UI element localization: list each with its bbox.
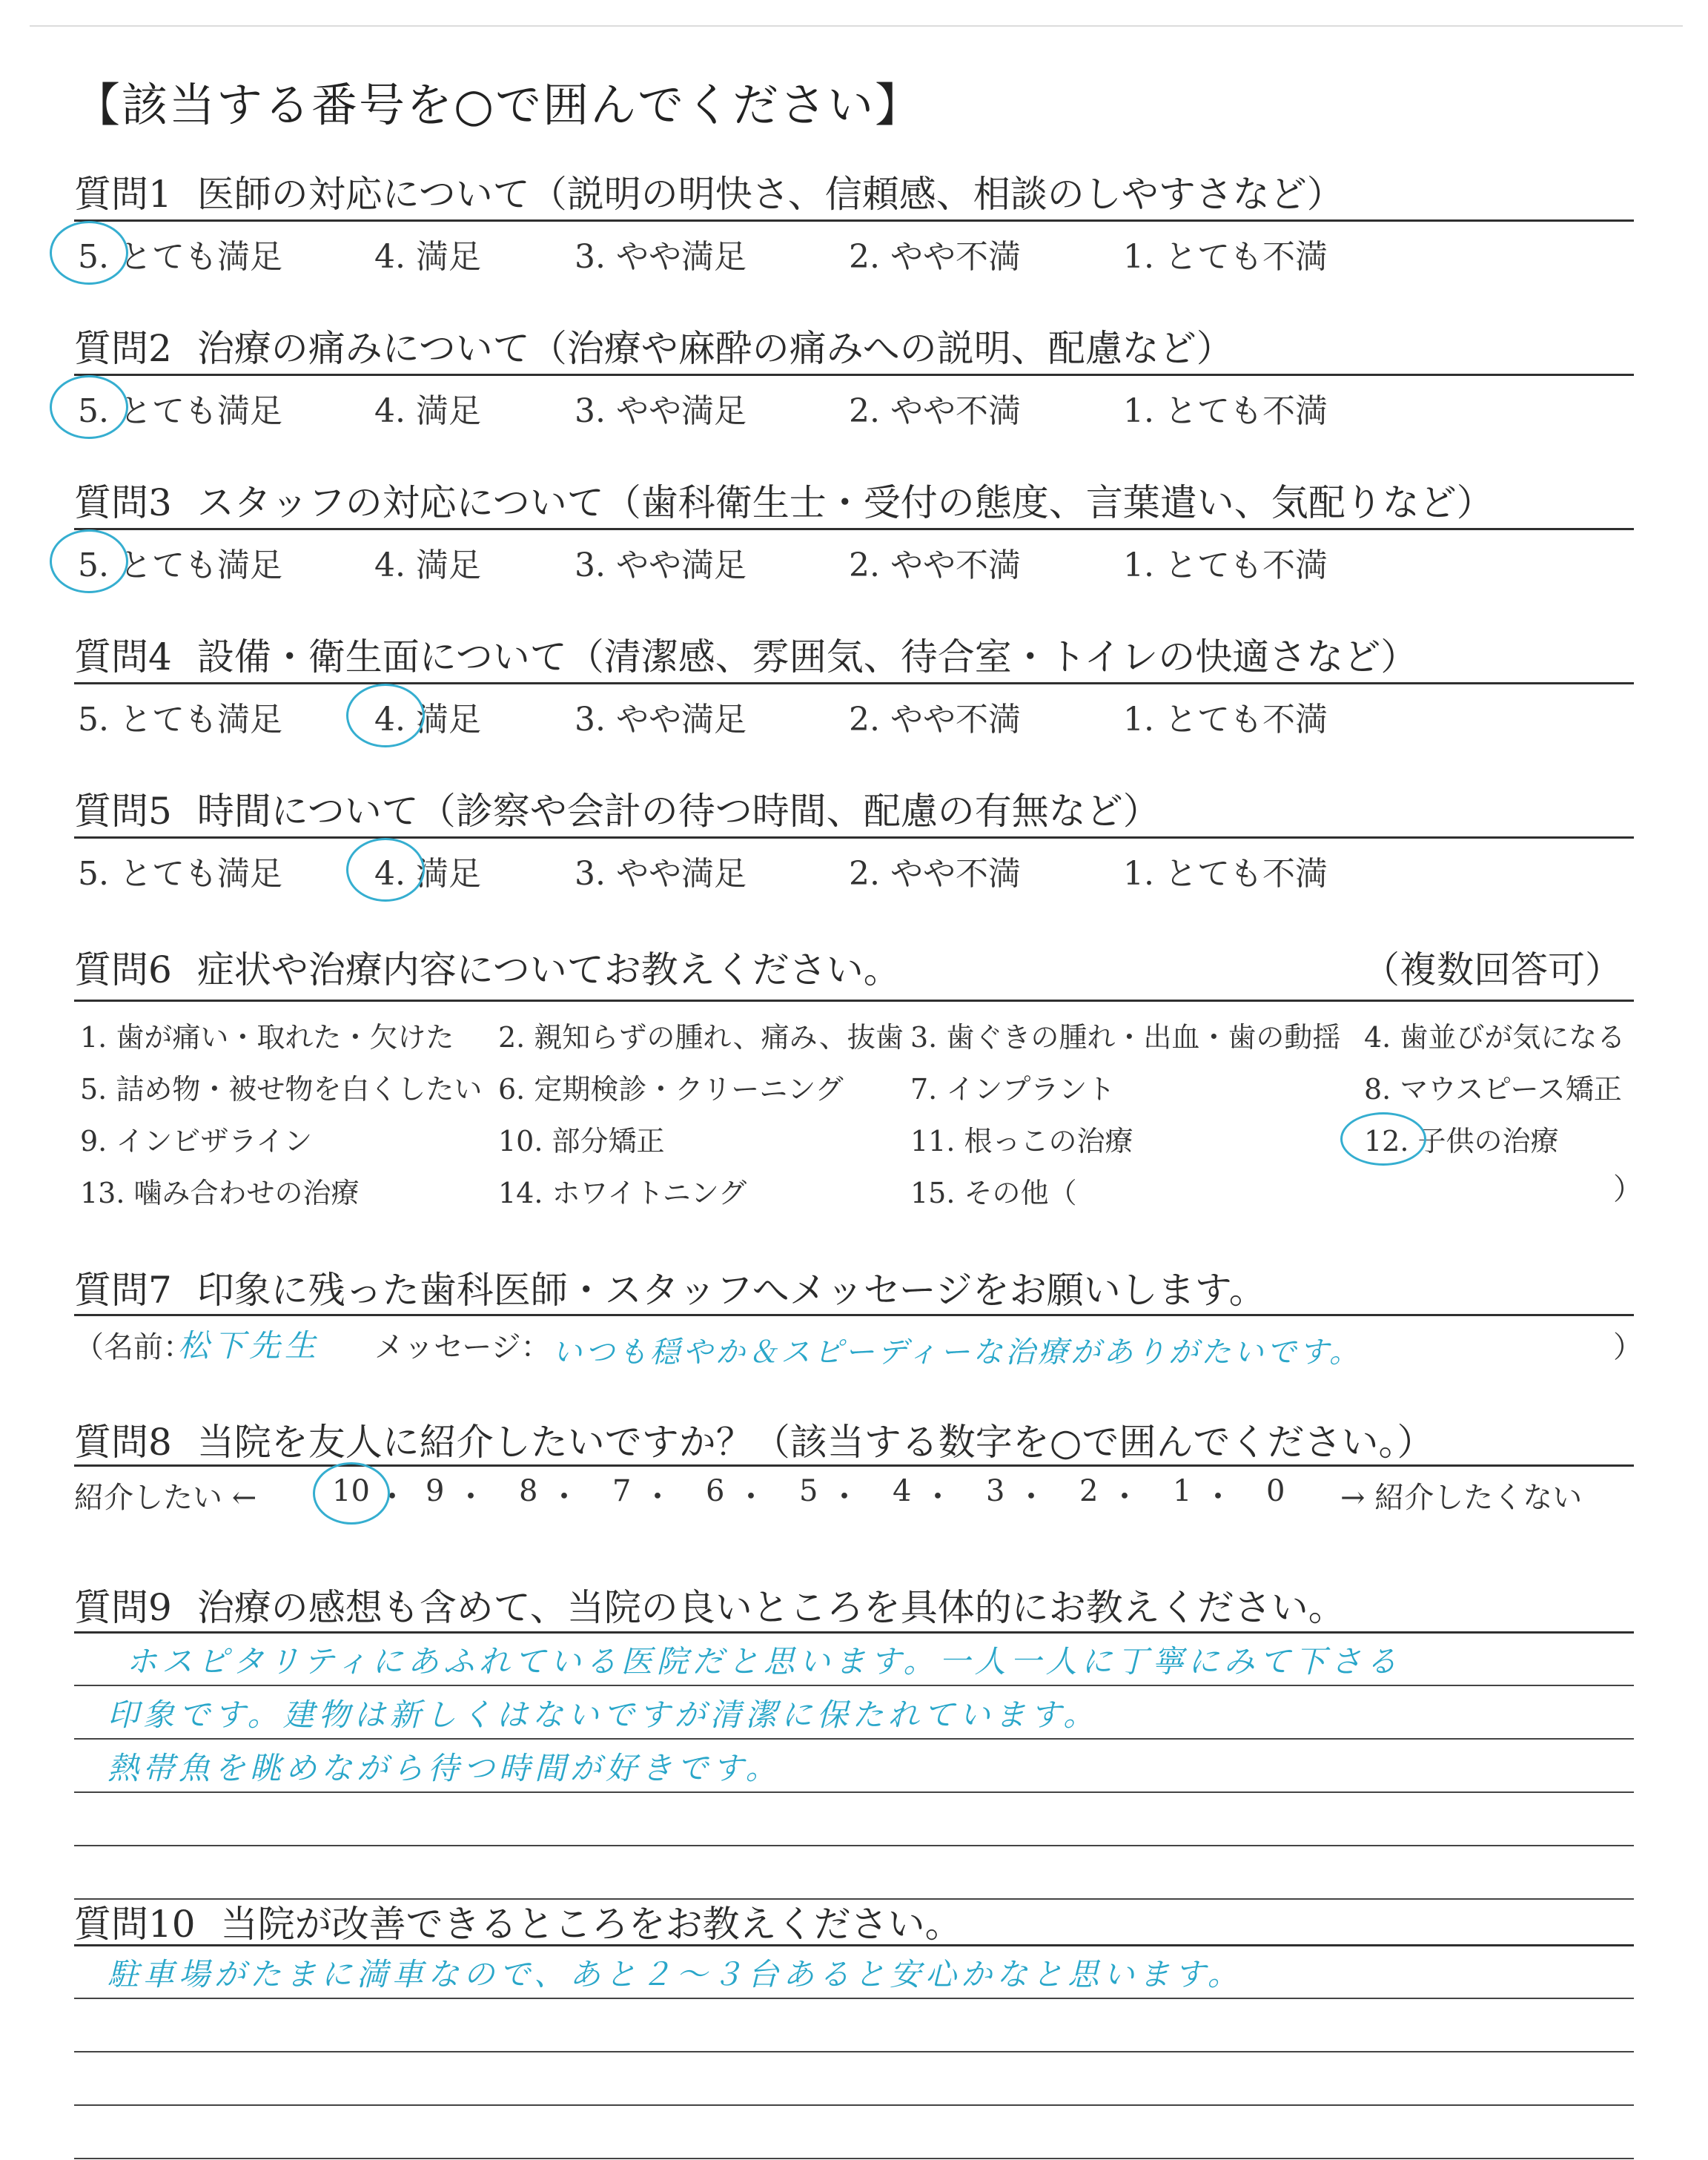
q8-text: 当院を友人に紹介したいですか？（該当する数字を○で囲んでください。） <box>196 1421 1434 1464</box>
q8-selected-circle <box>313 1462 390 1525</box>
q5-option-5[interactable]: 5. とても満足 <box>78 855 282 893</box>
q10-lines-rule <box>74 2051 1634 2052</box>
q8-scale-6[interactable]: 6 <box>706 1474 725 1508</box>
q6-option-5[interactable]: 5. 詰め物・被せ物を白くしたい <box>80 1073 483 1106</box>
q8-scale-dot: ・ <box>549 1479 580 1515</box>
q10-lines-rule <box>74 2104 1634 2106</box>
q5-text: 時間について（診察や会計の待つ時間、配慮の有無など） <box>196 790 1160 833</box>
q10-lines-rule <box>74 1944 1634 1946</box>
q4-selected-circle <box>346 684 425 747</box>
q8-scale-4[interactable]: 4 <box>893 1474 912 1508</box>
q8-scale-10[interactable]: 10 <box>332 1474 370 1508</box>
q2-option-1[interactable]: 1. とても不満 <box>1123 392 1328 430</box>
q2-option-4[interactable]: 4. 満足 <box>374 392 481 430</box>
q7-message-value: いつも穏やか＆スピーディーな治療がありがたいです。 <box>552 1335 1362 1370</box>
q6-option-12[interactable]: 12. 子供の治療 <box>1364 1125 1559 1157</box>
q4-label: 質問4 <box>74 635 172 678</box>
q1-option-3[interactable]: 3. やや満足 <box>575 238 747 276</box>
q6-text: 症状や治療内容についてお教えください。 <box>196 948 901 991</box>
q1-option-2[interactable]: 2. やや不満 <box>849 238 1021 276</box>
q10-title <box>74 1895 962 1948</box>
q5-rule <box>74 836 1634 839</box>
q6-option-15[interactable]: 15. その他（ <box>910 1177 1077 1209</box>
q4-text: 設備・衛生面について（清潔感、雰囲気、待合室・トイレの快適さなど） <box>196 635 1418 678</box>
q7-name-label: （名前： <box>74 1330 193 1364</box>
q8-left-label: 紹介したい ← <box>74 1481 257 1515</box>
q10-answer-line-1: 駐車場がたまに満車なので、あと２〜３台あると安心かなと思います。 <box>107 1956 1243 1992</box>
q2-option-5[interactable]: 5. とても満足 <box>78 392 282 430</box>
q8-scale-3[interactable]: 3 <box>986 1474 1005 1508</box>
q2-selected-circle <box>50 375 128 439</box>
q6-option-14[interactable]: 14. ホワイトニング <box>498 1177 747 1209</box>
q7-title <box>74 1261 1266 1314</box>
q7-text: 印象に残った歯科医師・スタッフへメッセージをお願いします。 <box>196 1269 1266 1312</box>
q9-title <box>74 1578 1345 1631</box>
q1-option-5[interactable]: 5. とても満足 <box>78 238 282 276</box>
q8-scale-dot: ・ <box>829 1479 861 1515</box>
q6-option-8[interactable]: 8. マウスピース矯正 <box>1364 1073 1622 1106</box>
q6-title <box>74 940 901 994</box>
q6-option-10[interactable]: 10. 部分矯正 <box>498 1125 665 1157</box>
q5-option-1[interactable]: 1. とても不満 <box>1123 855 1328 893</box>
q7-label: 質問7 <box>74 1269 172 1312</box>
q6-close-paren: ） <box>1613 1172 1643 1206</box>
q5-option-3[interactable]: 3. やや満足 <box>575 855 747 893</box>
q6-option-4[interactable]: 4. 歯並びが気になる <box>1364 1021 1626 1054</box>
q2-option-3[interactable]: 3. やや満足 <box>575 392 747 430</box>
q6-option-2[interactable]: 2. 親知らずの腫れ、痛み、抜歯 <box>498 1021 904 1054</box>
q9-answer-line-3: 熱帯魚を眺めながら待つ時間が好きです。 <box>107 1750 781 1786</box>
q5-option-4[interactable]: 4. 満足 <box>374 855 481 893</box>
q1-rule <box>74 219 1634 222</box>
q6-selected-circle <box>1340 1112 1426 1166</box>
q10-lines-rule <box>74 1998 1634 1999</box>
q3-option-3[interactable]: 3. やや満足 <box>575 546 747 584</box>
q8-scale-1[interactable]: 1 <box>1173 1474 1192 1508</box>
q6-option-1[interactable]: 1. 歯が痛い・取れた・欠けた <box>80 1021 454 1054</box>
q6-option-11[interactable]: 11. 根っこの治療 <box>910 1125 1133 1157</box>
q1-option-4[interactable]: 4. 満足 <box>374 238 481 276</box>
q8-scale-dot: ・ <box>642 1479 674 1515</box>
q10-text: 当院が改善できるところをお教えください。 <box>220 1903 962 1946</box>
q8-title <box>74 1413 1434 1466</box>
q8-scale-dot: ・ <box>455 1479 487 1515</box>
q4-option-1[interactable]: 1. とても不満 <box>1123 701 1328 739</box>
q6-option-9[interactable]: 9. インビザライン <box>80 1125 313 1157</box>
q3-label: 質問3 <box>74 481 172 524</box>
q6-option-6[interactable]: 6. 定期検診・クリーニング <box>498 1073 844 1106</box>
q8-scale-8[interactable]: 8 <box>519 1474 538 1508</box>
q8-scale-dot: ・ <box>377 1479 408 1515</box>
q8-scale-2[interactable]: 2 <box>1079 1474 1099 1508</box>
q8-scale-dot: ・ <box>1202 1479 1234 1515</box>
q7-message-label: メッセージ： <box>374 1330 551 1364</box>
q3-rule <box>74 528 1634 530</box>
q6-note: （複数回答可） <box>1363 948 1622 991</box>
q8-scale-dot: ・ <box>735 1479 767 1515</box>
q4-title <box>74 627 1417 681</box>
q1-selected-circle <box>50 221 128 285</box>
q3-option-2[interactable]: 2. やや不満 <box>849 546 1021 584</box>
q1-label: 質問1 <box>74 173 172 216</box>
q8-label: 質問8 <box>74 1421 172 1464</box>
q2-label: 質問2 <box>74 327 172 370</box>
q8-rule <box>74 1464 1634 1467</box>
q9-lines-rule <box>74 1738 1634 1740</box>
q3-option-1[interactable]: 1. とても不満 <box>1123 546 1328 584</box>
q9-lines-rule <box>74 1845 1634 1846</box>
q4-option-5[interactable]: 5. とても満足 <box>78 701 282 739</box>
scan-edge <box>30 25 1683 27</box>
q8-scale-dot: ・ <box>922 1479 954 1515</box>
q7-name-value: 松下先生 <box>178 1327 321 1364</box>
q6-rule <box>74 1000 1634 1002</box>
q9-lines-rule <box>74 1631 1634 1634</box>
q6-option-3[interactable]: 3. 歯ぐきの腫れ・出血・歯の動揺 <box>910 1021 1341 1054</box>
q3-option-5[interactable]: 5. とても満足 <box>78 546 282 584</box>
q1-title <box>74 165 1344 218</box>
q2-option-2[interactable]: 2. やや不満 <box>849 392 1021 430</box>
q3-text: スタッフの対応について（歯科衛生士・受付の態度、言葉遣い、気配りなど） <box>196 481 1494 524</box>
q2-title <box>74 319 1234 372</box>
q8-scale-5[interactable]: 5 <box>799 1474 818 1508</box>
q8-scale-dot: ・ <box>1016 1479 1047 1515</box>
q5-label: 質問5 <box>74 790 172 833</box>
q7-close-paren: ） <box>1613 1330 1643 1364</box>
q10-label: 質問10 <box>74 1903 196 1946</box>
q2-text: 治療の痛みについて（治療や麻酔の痛みへの説明、配慮など） <box>196 327 1234 370</box>
q9-answer-line-2: 印象です。建物は新しくはないですが清潔に保たれています。 <box>107 1697 1099 1733</box>
q9-lines-rule <box>74 1791 1634 1793</box>
q4-option-3[interactable]: 3. やや満足 <box>575 701 747 739</box>
q6-option-13[interactable]: 13. 噛み合わせの治療 <box>80 1177 360 1209</box>
q3-selected-circle <box>50 529 128 593</box>
q2-rule <box>74 374 1634 376</box>
q10-lines-rule <box>74 2158 1634 2159</box>
page-title: 【該当する番号を○で囲んでください】 <box>74 78 923 132</box>
q9-text: 治療の感想も含めて、当院の良いところを具体的にお教えください。 <box>196 1586 1345 1629</box>
q4-rule <box>74 682 1634 684</box>
q4-option-4[interactable]: 4. 満足 <box>374 701 481 739</box>
q8-scale-9[interactable]: 9 <box>426 1474 445 1508</box>
q5-title <box>74 782 1160 835</box>
q3-title <box>74 473 1494 526</box>
q9-answer-line-1: ホスピタリティにあふれている医院だと思います。一人一人に丁寧にみて下さる <box>126 1643 1402 1680</box>
q7-rule <box>74 1314 1634 1316</box>
q3-option-4[interactable]: 4. 満足 <box>374 546 481 584</box>
q6-label: 質問6 <box>74 948 172 991</box>
q8-scale-7[interactable]: 7 <box>612 1474 632 1508</box>
q8-scale-dot: ・ <box>1109 1479 1141 1515</box>
q9-label: 質問9 <box>74 1586 172 1629</box>
q1-text: 医師の対応について（説明の明快さ、信頼感、相談のしやすさなど） <box>196 173 1344 216</box>
q1-option-1[interactable]: 1. とても不満 <box>1123 238 1328 276</box>
q8-scale-0[interactable]: 0 <box>1266 1474 1285 1508</box>
q4-option-2[interactable]: 2. やや不満 <box>849 701 1021 739</box>
q6-option-7[interactable]: 7. インプラント <box>910 1073 1116 1106</box>
q9-lines-rule <box>74 1685 1634 1686</box>
q5-option-2[interactable]: 2. やや不満 <box>849 855 1021 893</box>
q5-selected-circle <box>346 838 425 902</box>
q8-right-label: → 紹介したくない <box>1340 1481 1583 1515</box>
